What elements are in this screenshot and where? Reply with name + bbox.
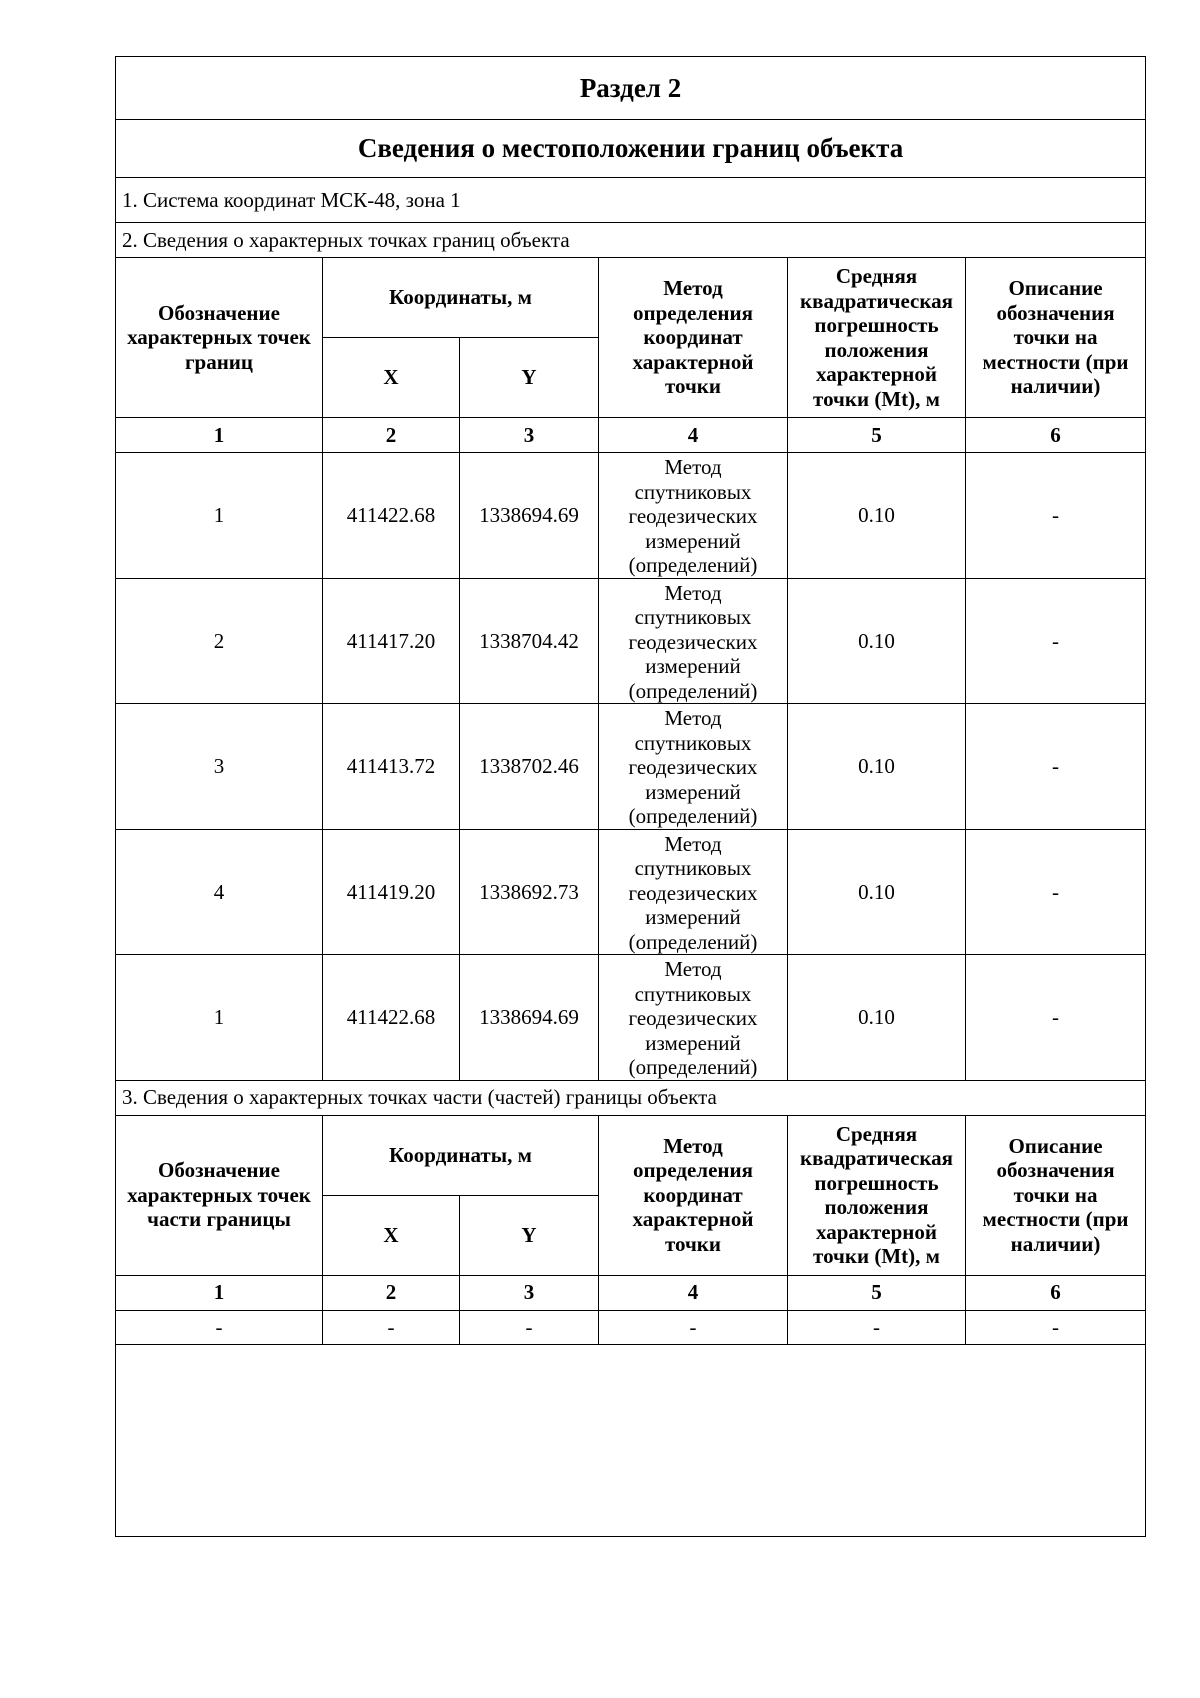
col-number: 3 <box>460 418 599 453</box>
table1-header-accuracy: Средняя квадратическая погрешность положения характерной точки (Mt), м <box>788 258 966 418</box>
table1-header-description: Описание обозначения точки на местности (при наличии) <box>966 258 1146 418</box>
col-number: 5 <box>788 1275 966 1310</box>
table-row <box>116 453 1146 579</box>
table2-header-y: Y <box>460 1195 599 1275</box>
point-x: 411413.72 <box>323 704 460 830</box>
point-mt: 0.10 <box>788 453 966 579</box>
table1-header-row-1 <box>116 258 1146 338</box>
section-subtitle-row <box>116 120 1146 178</box>
points-heading: 2. Сведения о характерных точках границ объекта <box>116 223 1146 258</box>
point-y: 1338702.46 <box>460 704 599 830</box>
table-row <box>116 704 1146 830</box>
col-number: 2 <box>323 418 460 453</box>
point-method: Метод спутниковых геодезических измерений (определений) <box>599 829 788 955</box>
table-row <box>116 955 1146 1081</box>
table-row <box>116 578 1146 704</box>
point-y: 1338692.73 <box>460 829 599 955</box>
point-description: - <box>966 955 1146 1081</box>
point-y: 1338694.69 <box>460 453 599 579</box>
point-x: 411422.68 <box>323 955 460 1081</box>
table2-header-method: Метод определения координат характерной точки <box>599 1115 788 1275</box>
point-number: 1 <box>116 453 323 579</box>
table1-header-coords: Координаты, м <box>323 258 599 338</box>
point-mt: 0.10 <box>788 955 966 1081</box>
point-mt: 0.10 <box>788 578 966 704</box>
section-title-row <box>116 57 1146 120</box>
part-cell: - <box>966 1310 1146 1344</box>
table2-header-designation: Обозначение характерных точек части границы <box>116 1115 323 1275</box>
points-heading-row <box>116 223 1146 258</box>
part-cell: - <box>599 1310 788 1344</box>
col-number: 4 <box>599 418 788 453</box>
table2-header-row-1 <box>116 1115 1146 1195</box>
table1-header-x: X <box>323 338 460 418</box>
point-mt: 0.10 <box>788 829 966 955</box>
col-number: 6 <box>966 418 1146 453</box>
point-description: - <box>966 829 1146 955</box>
point-method: Метод спутниковых геодезических измерений (определений) <box>599 453 788 579</box>
col-number: 1 <box>116 418 323 453</box>
point-description: - <box>966 578 1146 704</box>
coord-system-row <box>116 178 1146 223</box>
point-y: 1338704.42 <box>460 578 599 704</box>
point-method: Метод спутниковых геодезических измерений (определений) <box>599 704 788 830</box>
table1-header-method: Метод определения координат характерной точки <box>599 258 788 418</box>
section-subtitle: Сведения о местоположении границ объекта <box>116 120 1146 178</box>
table2-header-description: Описание обозначения точки на местности (при наличии) <box>966 1115 1146 1275</box>
col-number: 1 <box>116 1275 323 1310</box>
parts-heading: 3. Сведения о характерных точках части (частей) границы объекта <box>116 1080 1146 1115</box>
col-number: 4 <box>599 1275 788 1310</box>
point-number: 1 <box>116 955 323 1081</box>
part-cell: - <box>323 1310 460 1344</box>
point-x: 411422.68 <box>323 453 460 579</box>
table2-header-accuracy: Средняя квадратическая погрешность положения характерной точки (Mt), м <box>788 1115 966 1275</box>
table2-header-coords: Координаты, м <box>323 1115 599 1195</box>
table-row <box>116 829 1146 955</box>
part-cell: - <box>460 1310 599 1344</box>
table-row <box>116 1310 1146 1344</box>
part-cell: - <box>788 1310 966 1344</box>
empty-area-row <box>116 1344 1146 1536</box>
section-2-table <box>115 56 1146 1537</box>
section-title: Раздел 2 <box>116 57 1146 120</box>
point-method: Метод спутниковых геодезических измерений (определений) <box>599 955 788 1081</box>
col-number: 6 <box>966 1275 1146 1310</box>
point-method: Метод спутниковых геодезических измерений (определений) <box>599 578 788 704</box>
part-cell: - <box>116 1310 323 1344</box>
coord-system: 1. Система координат МСК-48, зона 1 <box>116 178 1146 223</box>
col-number: 2 <box>323 1275 460 1310</box>
table2-header-x: X <box>323 1195 460 1275</box>
point-description: - <box>966 704 1146 830</box>
parts-heading-row <box>116 1080 1146 1115</box>
point-y: 1338694.69 <box>460 955 599 1081</box>
table1-column-numbers <box>116 418 1146 453</box>
point-description: - <box>966 453 1146 579</box>
table1-header-designation: Обозначение характерных точек границ <box>116 258 323 418</box>
col-number: 5 <box>788 418 966 453</box>
point-number: 3 <box>116 704 323 830</box>
table2-column-numbers <box>116 1275 1146 1310</box>
empty-area <box>116 1344 1146 1536</box>
table1-header-y: Y <box>460 338 599 418</box>
point-mt: 0.10 <box>788 704 966 830</box>
point-x: 411419.20 <box>323 829 460 955</box>
col-number: 3 <box>460 1275 599 1310</box>
point-x: 411417.20 <box>323 578 460 704</box>
point-number: 4 <box>116 829 323 955</box>
point-number: 2 <box>116 578 323 704</box>
